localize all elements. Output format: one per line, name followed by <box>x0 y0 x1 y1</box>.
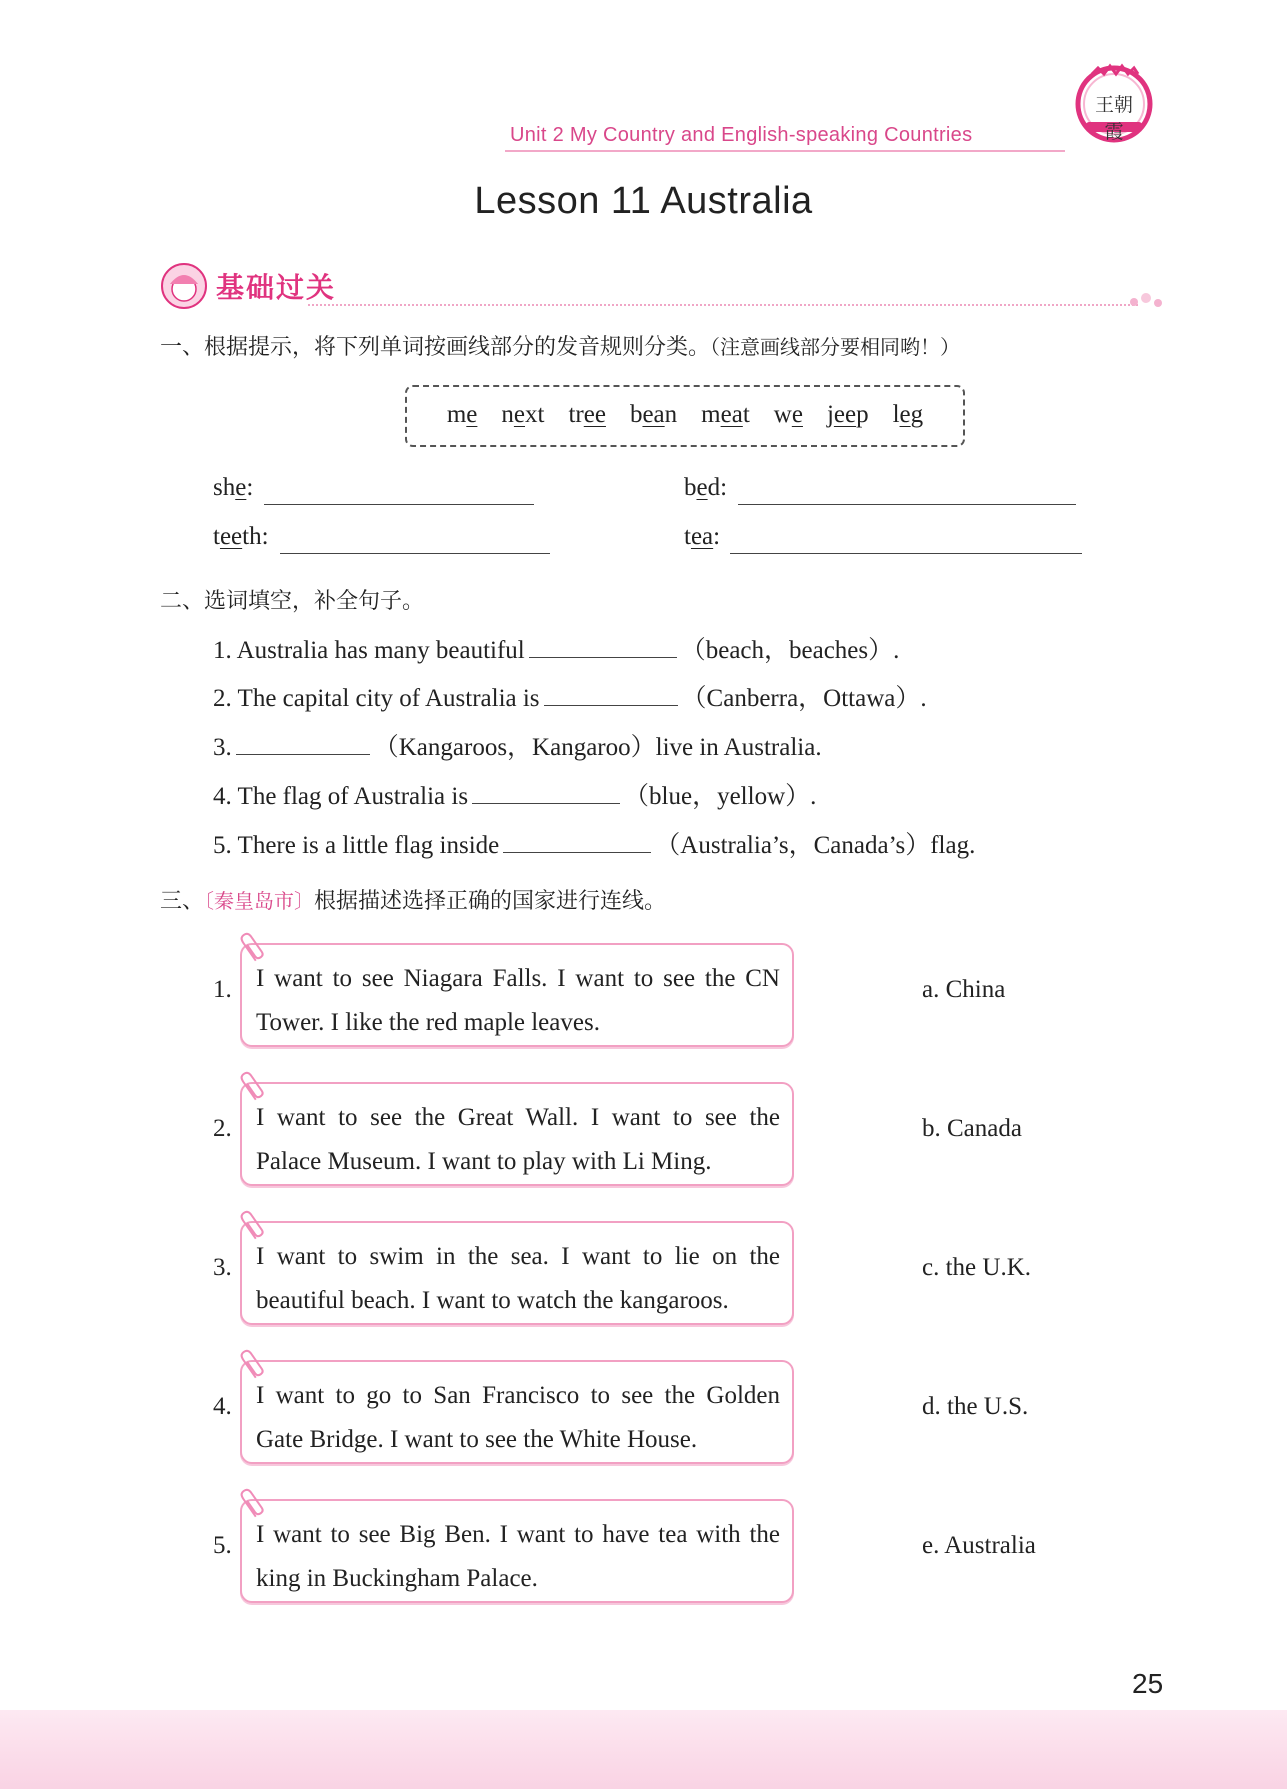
description-card[interactable] <box>240 1082 794 1186</box>
match-number: 5. <box>213 1532 232 1559</box>
description-card[interactable] <box>240 1221 794 1325</box>
country-option-e[interactable]: e. Australia <box>922 1532 1036 1559</box>
description-card[interactable] <box>240 943 794 1047</box>
section-divider <box>308 304 1138 306</box>
answer-line-bed[interactable] <box>738 504 1076 505</box>
word-bank-item: next <box>501 401 545 428</box>
q2-item-1: 1. Australia has many beautiful （beach，beaches）. <box>213 637 900 664</box>
match-number: 2. <box>213 1115 232 1142</box>
section-title: 基础过关 <box>216 271 337 304</box>
description-text: I want to see Big Ben. I want to have tea with the king in Buckingham Palace. <box>256 1521 780 1592</box>
word-bank-item: we <box>773 401 803 428</box>
publisher-badge-icon <box>1072 60 1156 144</box>
category-bed: bed: <box>684 474 728 501</box>
word-bank-item: tree <box>568 401 606 428</box>
country-option-d[interactable]: d. the U.S. <box>922 1393 1029 1420</box>
match-number: 1. <box>213 976 232 1003</box>
category-tea: tea: <box>684 523 721 550</box>
paperclip-icon <box>240 930 266 966</box>
word-bank-item: meat <box>701 401 750 428</box>
blank-4[interactable] <box>472 781 620 804</box>
description-text: I want to see the Great Wall. I want to see the Palace Museum. I want to play with Li Ming. <box>256 1104 780 1175</box>
paperclip-icon <box>240 1347 266 1383</box>
blank-1[interactable] <box>529 635 677 658</box>
category-teeth: teeth: <box>213 523 269 550</box>
blank-3[interactable] <box>236 732 370 755</box>
category-she: she: <box>213 474 254 501</box>
paperclip-icon <box>240 1208 266 1244</box>
match-number: 4. <box>213 1393 232 1420</box>
q1-note: （注意画线部分要相同哟！） <box>710 335 961 359</box>
q1-heading <box>160 330 960 361</box>
q3-prefix: 三、 <box>160 889 205 914</box>
q3-heading <box>160 884 666 915</box>
q1-heading-text: 一、根据提示，将下列单词按画线部分的发音规则分类。 <box>160 335 711 360</box>
q2-item-3: 3. （Kangaroos，Kangaroo）live in Australia. <box>213 734 822 761</box>
country-option-c[interactable]: c. the U.K. <box>922 1254 1031 1281</box>
lesson-title: Lesson 11 Australia <box>474 180 813 222</box>
q2-item-4: 4. The flag of Australia is （blue，yellow）. <box>213 783 817 810</box>
answer-line-she[interactable] <box>264 504 534 505</box>
footer-band <box>0 1710 1287 1789</box>
header-rule <box>505 150 1065 152</box>
blank-2[interactable] <box>544 683 678 706</box>
description-card[interactable] <box>240 1499 794 1603</box>
description-text: I want to swim in the sea. I want to lie on the beautiful beach. I want to watch the kangaroos. <box>256 1243 780 1314</box>
word-bank-item: jeep <box>826 401 869 428</box>
answer-line-teeth[interactable] <box>280 553 550 554</box>
description-text: I want to go to San Francisco to see the Golden Gate Bridge. I want to see the White House. <box>256 1382 780 1453</box>
q2-item-5: 5. There is a little flag inside （Australia’s，Canada’s）flag. <box>213 832 976 859</box>
blank-5[interactable] <box>503 830 651 853</box>
description-text: I want to see Niagara Falls. I want to see the CN Tower. I like the red maple leaves. <box>256 965 780 1036</box>
word-bank-item: me <box>446 401 478 428</box>
girl-avatar-icon <box>160 262 208 310</box>
decorative-dots-icon <box>1128 290 1164 310</box>
unit-header: Unit 2 My Country and English-speaking Countries <box>510 124 973 146</box>
word-bank-item: leg <box>892 401 924 428</box>
paperclip-icon <box>240 1486 266 1522</box>
country-option-b[interactable]: b. Canada <box>922 1115 1022 1142</box>
region-tag: 〔秦皇岛市〕 <box>204 889 315 913</box>
match-number: 3. <box>213 1254 232 1281</box>
word-bank <box>405 385 965 447</box>
country-option-a[interactable]: a. China <box>922 976 1006 1003</box>
answer-line-tea[interactable] <box>730 553 1082 554</box>
paperclip-icon <box>240 1069 266 1105</box>
page-number: 25 <box>1132 1668 1164 1699</box>
q2-item-2: 2. The capital city of Australia is （Canberra，Ottawa）. <box>213 685 927 712</box>
word-bank-item: bean <box>629 401 678 428</box>
q2-heading: 二、选词填空，补全句子。 <box>160 589 425 614</box>
badge-text: 王朝霞 <box>1094 94 1133 143</box>
description-card[interactable] <box>240 1360 794 1464</box>
word-bank-words <box>407 401 963 429</box>
q3-heading-text: 根据描述选择正确的国家进行连线。 <box>314 889 667 914</box>
